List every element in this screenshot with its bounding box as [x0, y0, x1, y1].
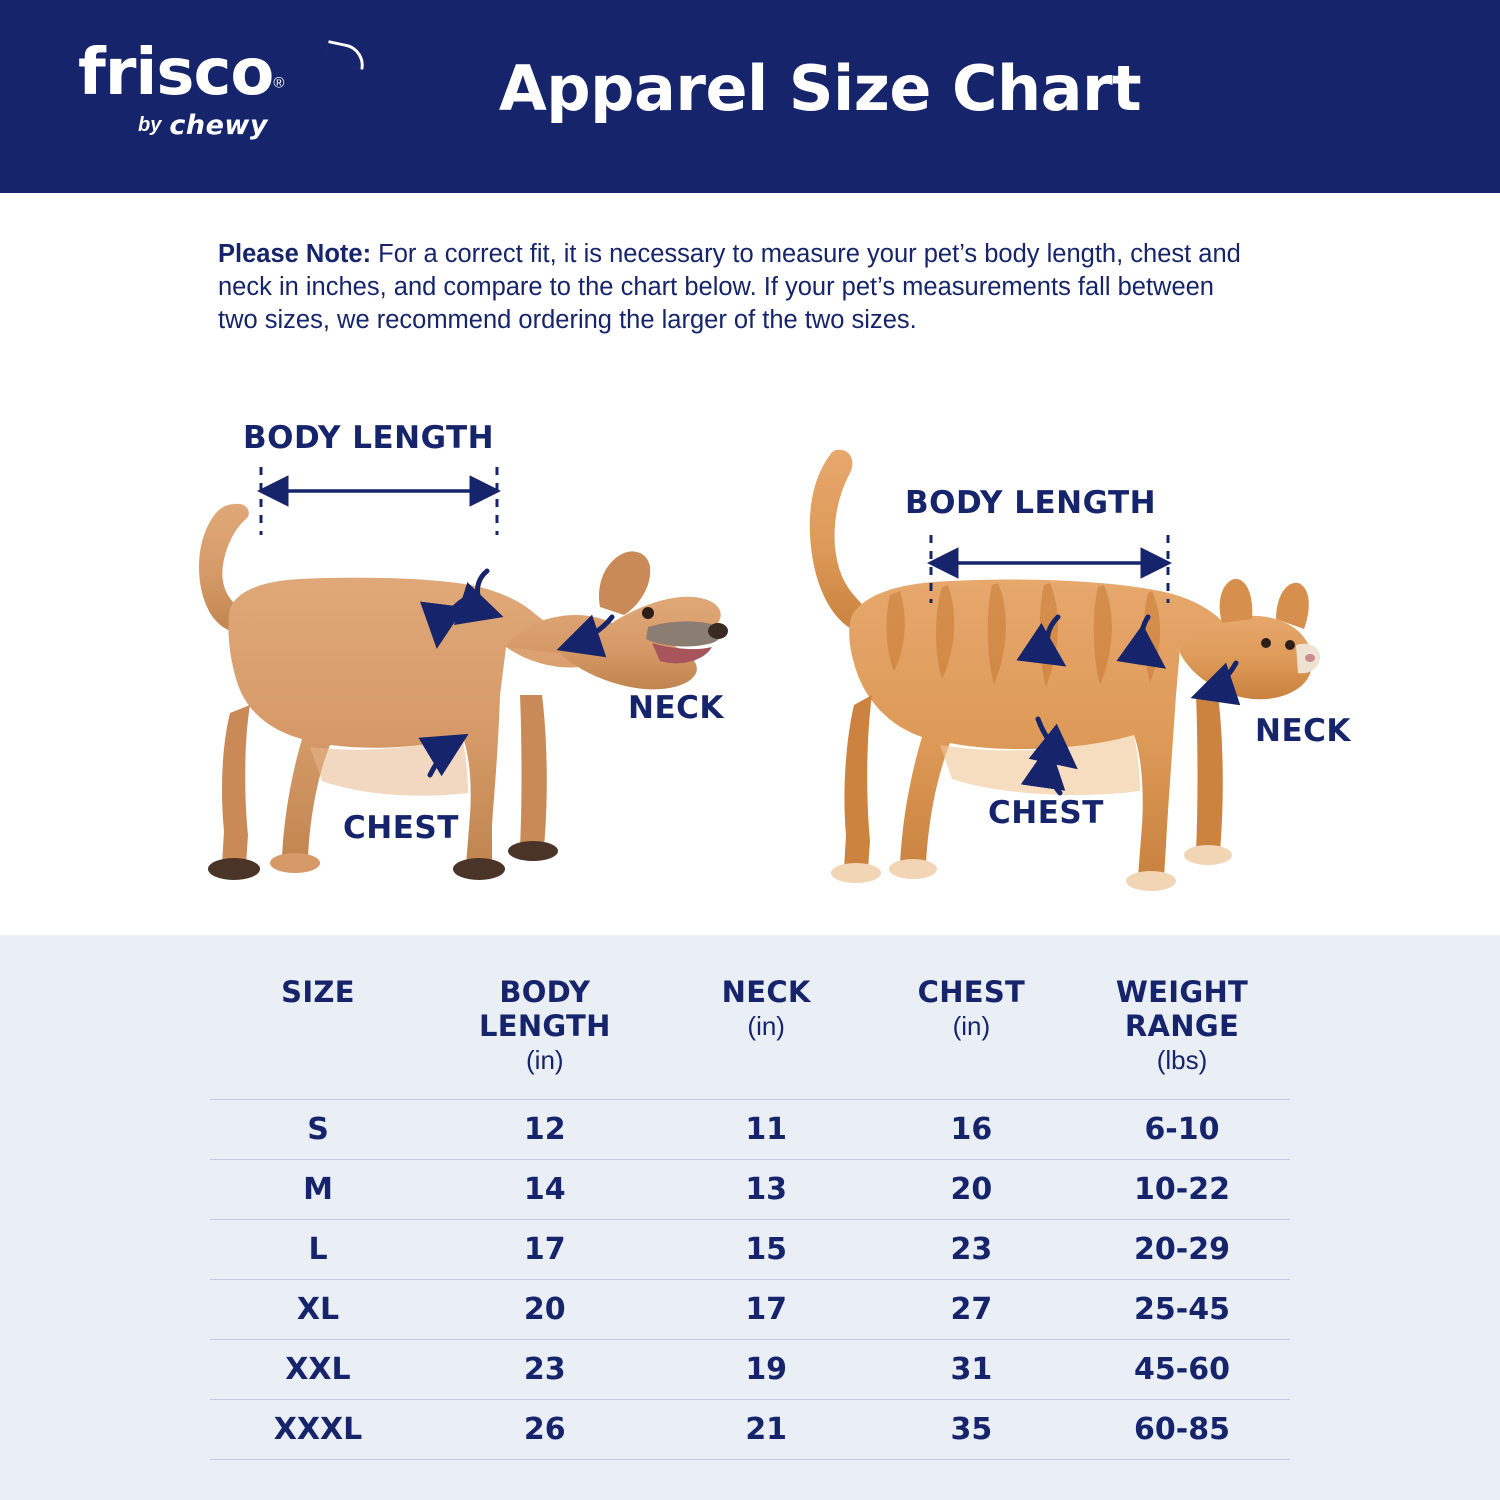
column-header-neck: [664, 965, 869, 1100]
byline-preposition: by: [138, 114, 162, 136]
cell-body-length: 23: [426, 1340, 664, 1400]
dog-body-length-label: BODY LENGTH: [243, 420, 495, 456]
cell-size: S: [210, 1100, 426, 1160]
please-note-label: Please Note:: [218, 240, 372, 268]
page-title: Apparel Size Chart: [498, 52, 1142, 125]
cat-neck-label: NECK: [1255, 713, 1351, 749]
table-row: [210, 1100, 1290, 1160]
cell-neck: 11: [664, 1100, 869, 1160]
column-header-weight-range: [1074, 965, 1290, 1100]
cell-weight: 10-22: [1074, 1160, 1290, 1220]
cell-body-length: 20: [426, 1280, 664, 1340]
cell-neck: 17: [664, 1280, 869, 1340]
column-header-chest-label: CHEST: [917, 975, 1026, 1009]
cell-neck: 19: [664, 1340, 869, 1400]
cell-weight: 20-29: [1074, 1220, 1290, 1280]
cell-size: M: [210, 1160, 426, 1220]
brand-wordmark: frisco: [78, 36, 274, 110]
cell-neck: 21: [664, 1400, 869, 1460]
cell-size: XL: [210, 1280, 426, 1340]
cat-body-length-label: BODY LENGTH: [905, 485, 1157, 521]
page-header: [0, 0, 1500, 193]
cell-body-length: 26: [426, 1400, 664, 1460]
illustration-artwork: [0, 395, 1500, 935]
table-header-row: [210, 965, 1290, 1100]
cell-size: L: [210, 1220, 426, 1280]
cell-body-length: 12: [426, 1100, 664, 1160]
cell-chest: 23: [869, 1220, 1074, 1280]
column-header-body-length: [426, 965, 664, 1100]
cell-chest: 27: [869, 1280, 1074, 1340]
cell-size: XXXL: [210, 1400, 426, 1460]
cell-chest: 35: [869, 1400, 1074, 1460]
cell-neck: 15: [664, 1220, 869, 1280]
cell-body-length: 14: [426, 1160, 664, 1220]
table-row: [210, 1280, 1290, 1340]
table-row: [210, 1400, 1290, 1460]
size-table: [210, 965, 1290, 1460]
column-header-body-length-unit: (in): [526, 1045, 564, 1075]
column-header-weight-range-label: WEIGHT RANGE: [1115, 975, 1249, 1043]
cell-weight: 6-10: [1074, 1100, 1290, 1160]
cell-body-length: 17: [426, 1220, 664, 1280]
cell-chest: 31: [869, 1340, 1074, 1400]
column-header-body-length-label: BODY LENGTH: [478, 975, 611, 1043]
table-row: [210, 1220, 1290, 1280]
cell-weight: 25-45: [1074, 1280, 1290, 1340]
chewy-wordmark: chewy: [169, 110, 268, 141]
cell-weight: 45-60: [1074, 1340, 1290, 1400]
cell-chest: 20: [869, 1160, 1074, 1220]
dog-neck-label: NECK: [628, 690, 724, 726]
column-header-chest: [869, 965, 1074, 1100]
registered-trademark-icon: ®: [273, 74, 285, 92]
cat-chest-label: CHEST: [988, 795, 1104, 831]
cell-size: XXL: [210, 1340, 426, 1400]
cell-neck: 13: [664, 1160, 869, 1220]
please-note-body: For a correct fit, it is necessary to measure your pet’s body length, chest and neck in inches, and compare to the chart below. If your pet’s measurements fall between two sizes, we recommend ordering the larger of the two sizes.: [218, 240, 1241, 334]
column-header-chest-unit: (in): [952, 1011, 991, 1041]
please-note-text: [218, 238, 1248, 337]
cell-chest: 16: [869, 1100, 1074, 1160]
dog-chest-label: CHEST: [343, 810, 459, 846]
measurement-illustrations: [0, 395, 1500, 935]
column-header-size: [210, 965, 426, 1100]
column-header-neck-label: NECK: [721, 975, 811, 1009]
column-header-weight-range-unit: (lbs): [1156, 1045, 1208, 1075]
dog-body-length-dimension: [261, 467, 497, 535]
column-header-size-label: SIZE: [281, 975, 355, 1009]
column-header-neck-unit: (in): [747, 1011, 785, 1041]
table-row: [210, 1340, 1290, 1400]
table-row: [210, 1160, 1290, 1220]
size-table-section: [0, 935, 1500, 1500]
cell-weight: 60-85: [1074, 1400, 1290, 1460]
